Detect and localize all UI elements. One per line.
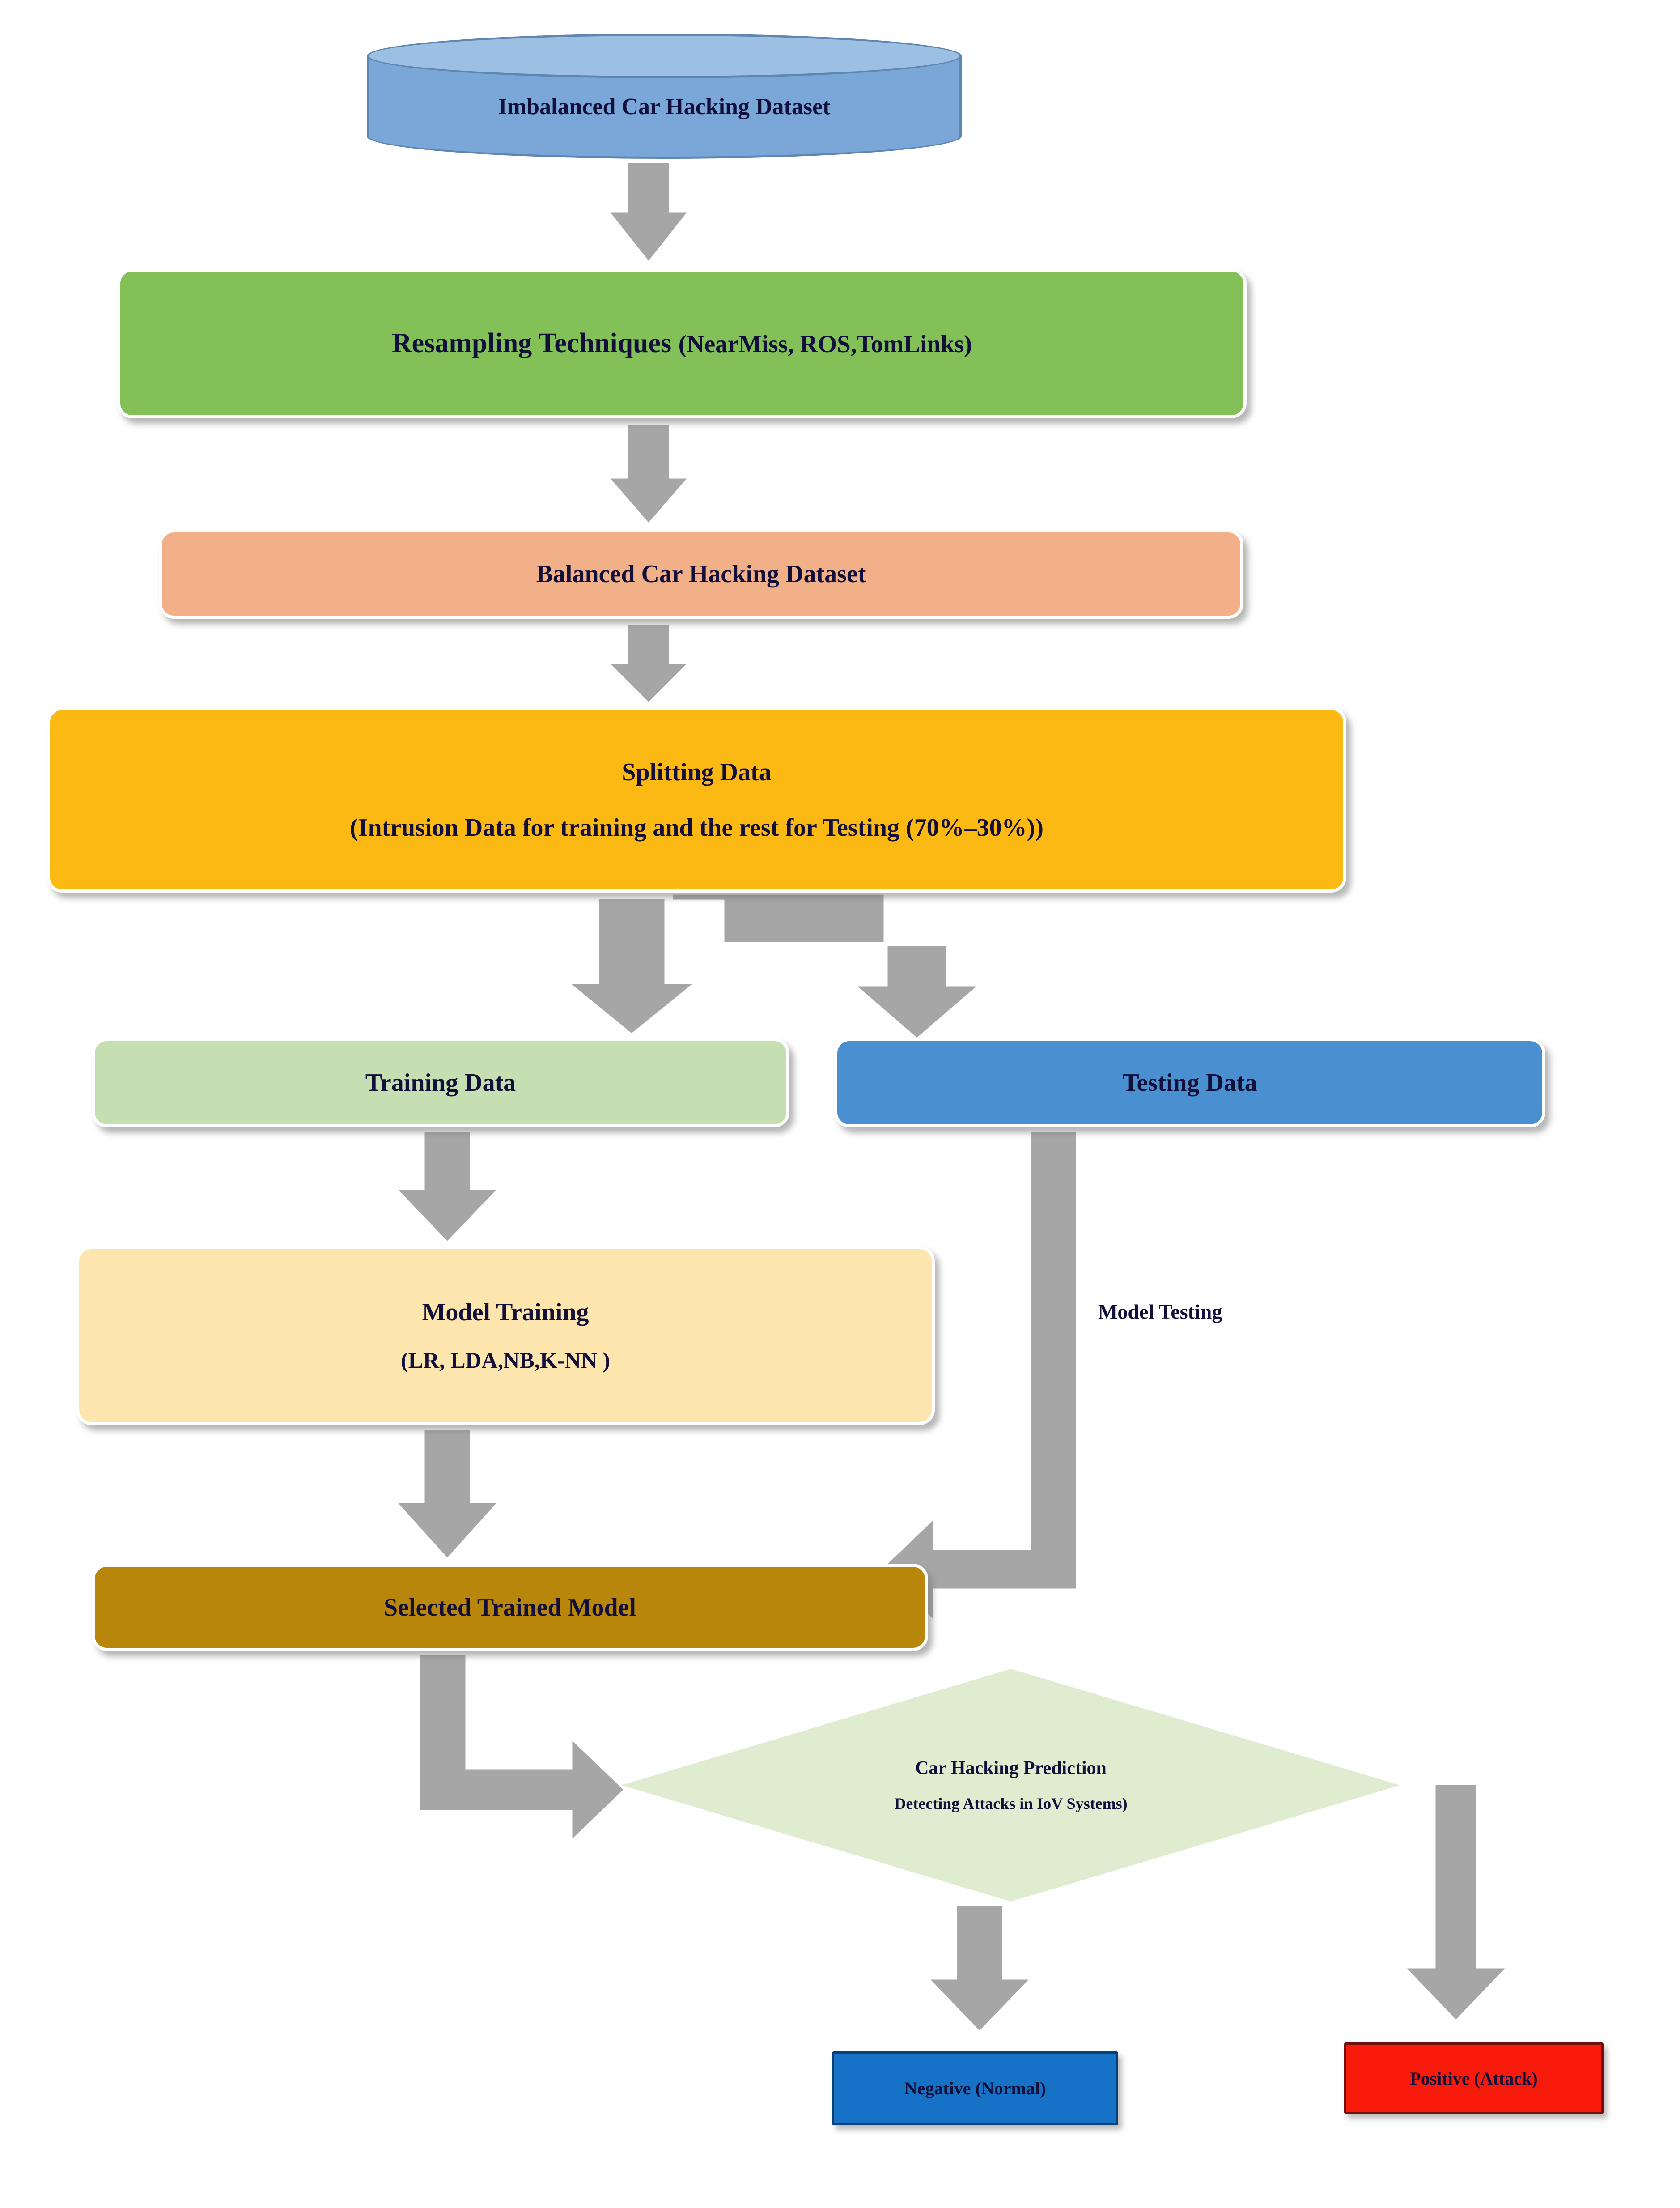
node-label-selected-model: Selected Trained Model xyxy=(383,1593,636,1621)
edge-label-model-testing: Model Testing xyxy=(1098,1300,1222,1323)
arrow-splitting-to-testing xyxy=(671,893,982,1040)
node-testing-data[interactable] xyxy=(834,1038,1545,1127)
arrow-resampling-to-balanced xyxy=(606,423,691,526)
node-sublabel-model-training: (LR, LDA,NB,K-NN ) xyxy=(400,1348,611,1373)
arrow-selected-to-prediction xyxy=(418,1653,626,1843)
node-label-imbalanced-dataset: Imbalanced Car Hacking Dataset xyxy=(498,94,831,119)
node-label-positive: Positive (Attack) xyxy=(1410,2068,1538,2089)
node-label-resampling xyxy=(392,328,972,359)
arrow-prediction-to-negative xyxy=(926,1904,1033,2034)
arrow-modeltraining-to-selected xyxy=(394,1428,501,1561)
node-label-prediction: Car Hacking Prediction xyxy=(915,1758,1107,1778)
node-selected-trained-model[interactable] xyxy=(92,1564,928,1651)
node-car-hacking-prediction[interactable] xyxy=(622,1669,1400,1902)
arrow-balanced-to-splitting xyxy=(606,623,691,705)
node-label-model-training: Model Training xyxy=(422,1298,589,1326)
node-model-training[interactable] xyxy=(76,1246,935,1425)
node-sublabel-prediction: Detecting Attacks in IoV Systems) xyxy=(894,1795,1128,1812)
node-splitting-data[interactable] xyxy=(47,707,1346,893)
node-label-splitting: Splitting Data xyxy=(622,758,772,786)
arrow-prediction-to-positive xyxy=(1402,1783,1510,2022)
resampling-title: Resampling Techniques xyxy=(391,328,672,358)
node-label-testing-data: Testing Data xyxy=(1122,1069,1257,1097)
arrow-dataset-to-resampling xyxy=(606,161,691,264)
node-imbalanced-dataset[interactable] xyxy=(367,34,962,159)
node-training-data[interactable] xyxy=(92,1038,789,1127)
node-negative-normal[interactable] xyxy=(832,2051,1118,2125)
node-label-negative: Negative (Normal) xyxy=(904,2078,1046,2098)
arrow-training-to-modeltraining xyxy=(394,1130,501,1244)
node-balanced-dataset[interactable] xyxy=(159,529,1243,619)
node-resampling-techniques[interactable] xyxy=(117,268,1247,418)
node-label-training-data: Training Data xyxy=(365,1069,516,1097)
node-sublabel-splitting: (Intrusion Data for training and the rest for Testing (70%–30%)) xyxy=(350,813,1044,842)
cylinder-top xyxy=(367,34,962,78)
node-positive-attack[interactable] xyxy=(1344,2042,1604,2114)
node-label-balanced: Balanced Car Hacking Dataset xyxy=(536,560,866,588)
diamond-text-group xyxy=(622,1669,1400,1902)
resampling-subtitle: (NearMiss, ROS,TomLinks) xyxy=(678,330,972,357)
arrow-splitting-to-training xyxy=(566,897,698,1036)
